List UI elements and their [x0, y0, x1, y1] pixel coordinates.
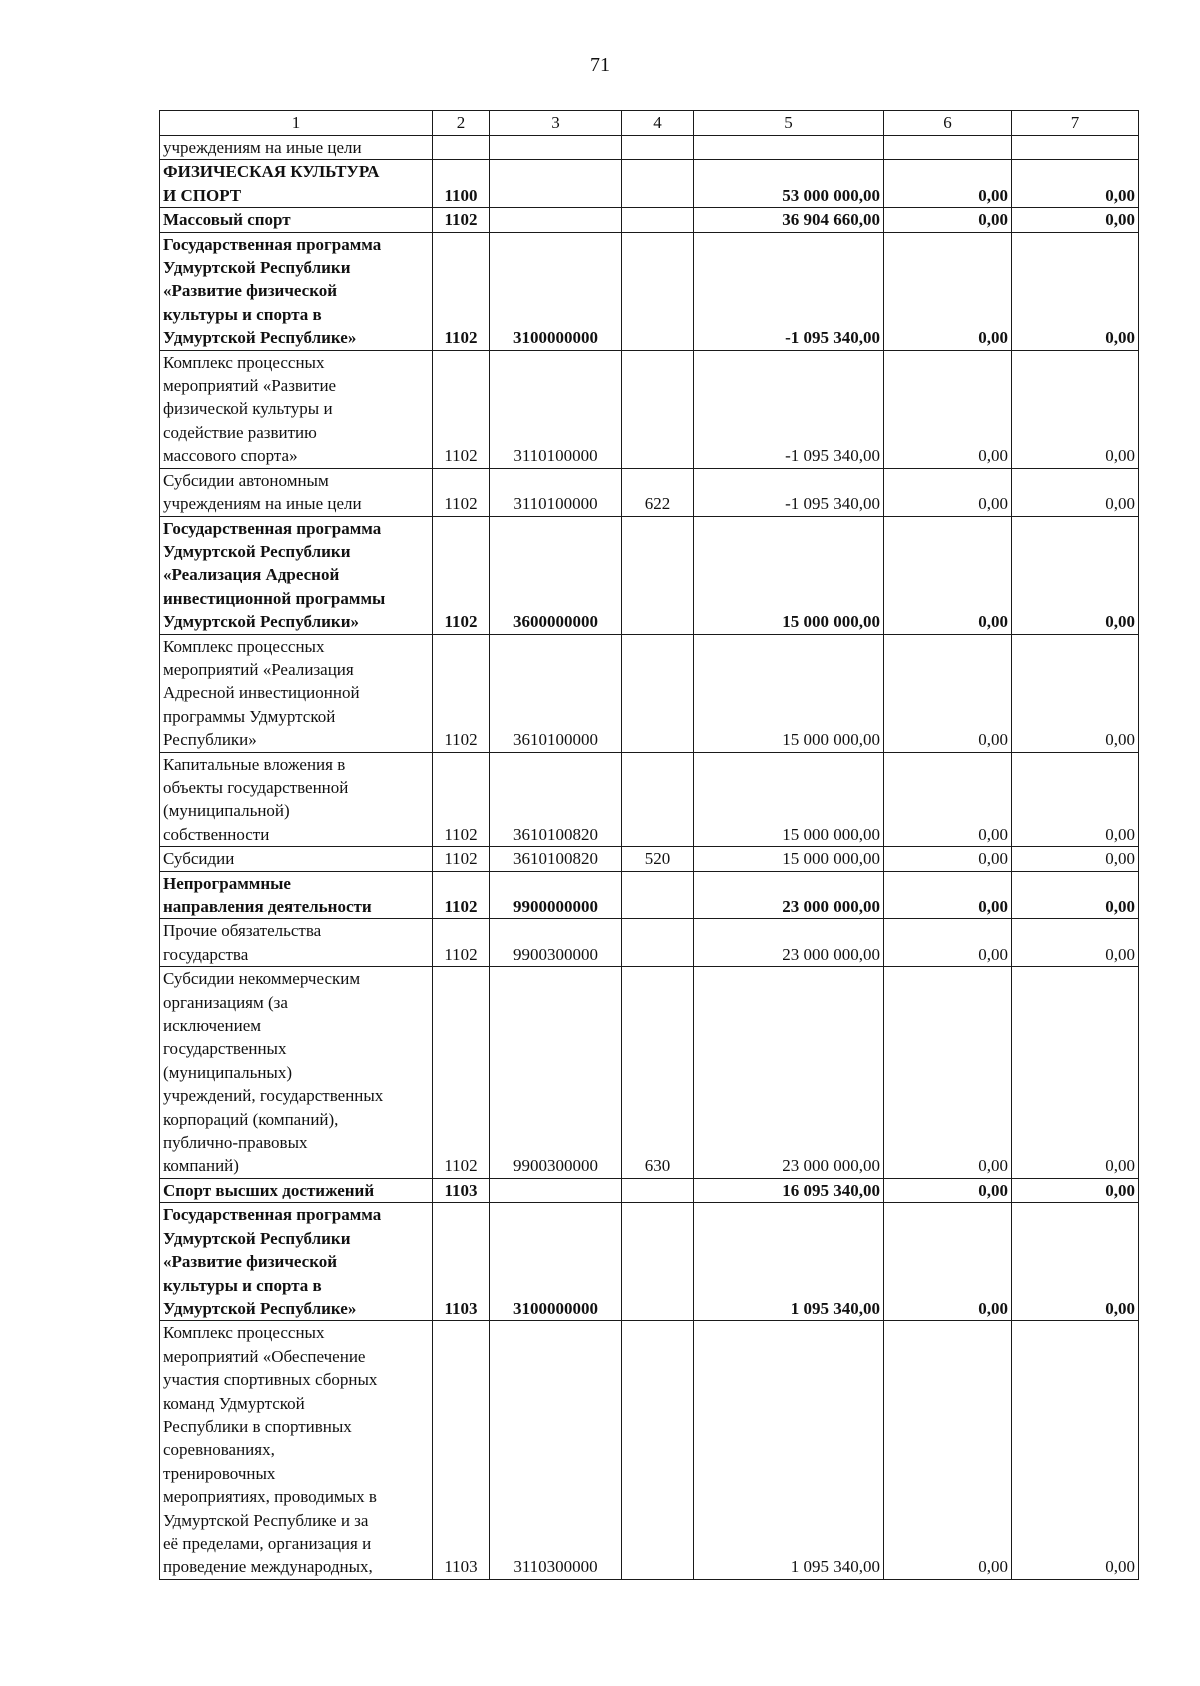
table-body — [160, 136, 1139, 1580]
header-col-5: 5 — [694, 111, 884, 136]
amount-col-6: 0,00 — [884, 967, 1012, 1179]
row-name-line: Удмуртской Республике» — [163, 1298, 357, 1318]
target-article-code: 3110100000 — [490, 350, 622, 468]
amount-col-5: 53 000 000,00 — [694, 160, 884, 208]
row-name — [160, 516, 433, 634]
table-row — [160, 1178, 1139, 1202]
row-name-line: Удмуртской Республике» — [163, 328, 357, 348]
section-code: 1102 — [433, 208, 490, 232]
expense-type-code — [622, 350, 694, 468]
row-name-line: культуры и спорта в — [163, 1275, 322, 1295]
row-name — [160, 350, 433, 468]
table-row — [160, 919, 1139, 967]
amount-col-5: 23 000 000,00 — [694, 871, 884, 919]
row-name-line: Удмуртской Республике и за — [163, 1510, 369, 1530]
section-code: 1102 — [433, 871, 490, 919]
row-name — [160, 208, 433, 232]
expense-type-code — [622, 160, 694, 208]
row-name-line: (муниципальных) — [163, 1062, 293, 1082]
row-name-line: Комплекс процессных — [163, 636, 325, 656]
row-name-line: Субсидии некоммерческим — [163, 969, 361, 989]
row-name — [160, 468, 433, 516]
amount-col-6: 0,00 — [884, 208, 1012, 232]
row-name-line: учреждениям на иные цели — [163, 138, 362, 157]
target-article-code: 9900300000 — [490, 967, 622, 1179]
row-name-line: направления деятельности — [163, 897, 372, 916]
table-row — [160, 232, 1139, 350]
expense-type-code — [622, 752, 694, 847]
row-name-line: учреждениям на иные цели — [163, 494, 362, 514]
amount-col-5: 15 000 000,00 — [694, 752, 884, 847]
row-name-line: корпораций (компаний), — [163, 1109, 339, 1129]
amount-col-5: 1 095 340,00 — [694, 1203, 884, 1321]
expense-type-code — [622, 871, 694, 919]
row-name — [160, 1203, 433, 1321]
amount-col-5: -1 095 340,00 — [694, 468, 884, 516]
amount-col-6: 0,00 — [884, 752, 1012, 847]
row-name-line: Прочие обязательства — [163, 921, 322, 941]
table-row — [160, 468, 1139, 516]
amount-col-5: -1 095 340,00 — [694, 350, 884, 468]
amount-col-6: 0,00 — [884, 350, 1012, 468]
row-name-line: «Развитие физической — [163, 281, 338, 301]
expense-type-code — [622, 208, 694, 232]
section-code: 1102 — [433, 752, 490, 847]
section-code: 1103 — [433, 1203, 490, 1321]
row-name-line: «Реализация Адресной — [163, 565, 340, 585]
amount-col-6: 0,00 — [884, 516, 1012, 634]
table-row — [160, 160, 1139, 208]
amount-col-5: 15 000 000,00 — [694, 847, 884, 871]
row-name-line: команд Удмуртской — [163, 1393, 305, 1413]
amount-col-6: 0,00 — [884, 847, 1012, 871]
row-name — [160, 1321, 433, 1579]
target-article-code: 3100000000 — [490, 232, 622, 350]
row-name-line: Спорт высших достижений — [163, 1180, 375, 1200]
row-name-line: «Развитие физической — [163, 1252, 338, 1272]
target-article-code — [490, 1178, 622, 1202]
row-name-line: ФИЗИЧЕСКАЯ КУЛЬТУРА — [163, 162, 380, 182]
row-name — [160, 871, 433, 919]
page-number: 71 — [590, 54, 610, 76]
row-name — [160, 1178, 433, 1202]
target-article-code — [490, 208, 622, 232]
row-name-line: Республики» — [163, 730, 257, 750]
amount-col-7: 0,00 — [1012, 1203, 1139, 1321]
amount-col-6: 0,00 — [884, 232, 1012, 350]
row-name-line: участия спортивных сборных — [163, 1370, 378, 1390]
target-article-code: 3110300000 — [490, 1321, 622, 1579]
target-article-code — [490, 160, 622, 208]
amount-col-5: -1 095 340,00 — [694, 232, 884, 350]
amount-col-5: 23 000 000,00 — [694, 967, 884, 1179]
amount-col-5: 15 000 000,00 — [694, 516, 884, 634]
row-name-line: Комплекс процессных — [163, 352, 325, 372]
amount-col-7: 0,00 — [1012, 1321, 1139, 1579]
amount-col-5: 1 095 340,00 — [694, 1321, 884, 1579]
amount-col-7 — [1012, 136, 1139, 160]
target-article-code: 3600000000 — [490, 516, 622, 634]
table-row — [160, 847, 1139, 871]
header-col-3: 3 — [490, 111, 622, 136]
row-name-line: организациям (за — [163, 992, 288, 1012]
amount-col-7: 0,00 — [1012, 967, 1139, 1179]
amount-col-5: 23 000 000,00 — [694, 919, 884, 967]
row-name-line: Государственная программа — [163, 1205, 382, 1225]
amount-col-7: 0,00 — [1012, 1178, 1139, 1202]
amount-col-6 — [884, 136, 1012, 160]
budget-table — [159, 110, 1139, 1580]
row-name — [160, 847, 433, 871]
header-col-4: 4 — [622, 111, 694, 136]
expense-type-code: 520 — [622, 847, 694, 871]
amount-col-7: 0,00 — [1012, 232, 1139, 350]
amount-col-7: 0,00 — [1012, 468, 1139, 516]
row-name-line: Массовый спорт — [163, 210, 291, 230]
row-name-line: Субсидии автономным — [163, 470, 329, 490]
table-row — [160, 1203, 1139, 1321]
row-name-line: исключением — [163, 1016, 262, 1036]
section-code: 1102 — [433, 232, 490, 350]
amount-col-7: 0,00 — [1012, 208, 1139, 232]
amount-col-6: 0,00 — [884, 160, 1012, 208]
amount-col-5: 36 904 660,00 — [694, 208, 884, 232]
table-row — [160, 634, 1139, 752]
amount-col-6: 0,00 — [884, 919, 1012, 967]
header-col-6: 6 — [884, 111, 1012, 136]
row-name-line: Удмуртской Республики — [163, 1228, 351, 1248]
row-name — [160, 752, 433, 847]
row-name-line: публично-правовых — [163, 1133, 308, 1153]
row-name-line: Удмуртской Республики» — [163, 612, 359, 632]
amount-col-7: 0,00 — [1012, 160, 1139, 208]
row-name-line: её пределами, организация и — [163, 1533, 372, 1553]
table-row — [160, 1321, 1139, 1579]
header-col-7: 7 — [1012, 111, 1139, 136]
amount-col-7: 0,00 — [1012, 516, 1139, 634]
target-article-code: 3100000000 — [490, 1203, 622, 1321]
row-name — [160, 919, 433, 967]
row-name-line: объекты государственной — [163, 777, 349, 797]
target-article-code: 3610100820 — [490, 847, 622, 871]
section-code: 1102 — [433, 468, 490, 516]
expense-type-code — [622, 634, 694, 752]
row-name-line: И СПОРТ — [163, 185, 242, 205]
amount-col-7: 0,00 — [1012, 847, 1139, 871]
row-name — [160, 967, 433, 1179]
section-code: 1103 — [433, 1178, 490, 1202]
table-row — [160, 871, 1139, 919]
target-article-code: 9900000000 — [490, 871, 622, 919]
amount-col-5 — [694, 136, 884, 160]
header-col-1: 1 — [160, 111, 433, 136]
expense-type-code: 630 — [622, 967, 694, 1179]
table-row — [160, 752, 1139, 847]
amount-col-5: 15 000 000,00 — [694, 634, 884, 752]
row-name — [160, 634, 433, 752]
row-name-line: содействие развитию — [163, 422, 317, 442]
row-name-line: Удмуртской Республики — [163, 541, 351, 561]
target-article-code: 3610100000 — [490, 634, 622, 752]
target-article-code — [490, 136, 622, 160]
amount-col-6: 0,00 — [884, 871, 1012, 919]
row-name-line: Адресной инвестиционной — [163, 683, 360, 703]
row-name — [160, 160, 433, 208]
expense-type-code — [622, 516, 694, 634]
expense-type-code — [622, 1203, 694, 1321]
amount-col-7: 0,00 — [1012, 871, 1139, 919]
row-name-line: Комплекс процессных — [163, 1323, 325, 1343]
row-name-line: Республики в спортивных — [163, 1416, 352, 1436]
expense-type-code: 622 — [622, 468, 694, 516]
row-name-line: соревнованиях, — [163, 1440, 275, 1460]
table-row — [160, 208, 1139, 232]
row-name-line: учреждений, государственных — [163, 1086, 384, 1106]
section-code: 1102 — [433, 634, 490, 752]
amount-col-6: 0,00 — [884, 1178, 1012, 1202]
table-header — [160, 111, 1139, 136]
row-name-line: государственных — [163, 1039, 287, 1059]
row-name — [160, 136, 433, 160]
row-name-line: Капитальные вложения в — [163, 754, 346, 774]
row-name-line: Государственная программа — [163, 518, 382, 538]
row-name-line: мероприятий «Развитие — [163, 376, 337, 396]
table-row — [160, 350, 1139, 468]
section-code: 1102 — [433, 350, 490, 468]
row-name-line: инвестиционной программы — [163, 588, 386, 608]
section-code: 1100 — [433, 160, 490, 208]
row-name — [160, 232, 433, 350]
expense-type-code — [622, 919, 694, 967]
target-article-code: 9900300000 — [490, 919, 622, 967]
row-name-line: Непрограммные — [163, 873, 291, 893]
row-name-line: государства — [163, 944, 249, 964]
table-row — [160, 136, 1139, 160]
amount-col-7: 0,00 — [1012, 350, 1139, 468]
row-name-line: тренировочных — [163, 1463, 276, 1483]
table-row — [160, 967, 1139, 1179]
header-col-2: 2 — [433, 111, 490, 136]
expense-type-code — [622, 1321, 694, 1579]
amount-col-7: 0,00 — [1012, 752, 1139, 847]
table-row — [160, 516, 1139, 634]
amount-col-7: 0,00 — [1012, 919, 1139, 967]
section-code: 1102 — [433, 919, 490, 967]
amount-col-6: 0,00 — [884, 468, 1012, 516]
row-name-line: массового спорта» — [163, 446, 298, 466]
expense-type-code — [622, 232, 694, 350]
amount-col-6: 0,00 — [884, 634, 1012, 752]
row-name-line: Субсидии — [163, 849, 235, 869]
section-code: 1103 — [433, 1321, 490, 1579]
amount-col-6: 0,00 — [884, 1203, 1012, 1321]
row-name-line: программы Удмуртской — [163, 706, 336, 726]
amount-col-7: 0,00 — [1012, 634, 1139, 752]
section-code — [433, 136, 490, 160]
expense-type-code — [622, 136, 694, 160]
row-name-line: физической культуры и — [163, 399, 333, 419]
row-name-line: мероприятиях, проводимых в — [163, 1487, 377, 1507]
section-code: 1102 — [433, 967, 490, 1179]
row-name-line: мероприятий «Реализация — [163, 659, 354, 679]
header-row — [160, 111, 1139, 136]
target-article-code: 3110100000 — [490, 468, 622, 516]
row-name-line: собственности — [163, 824, 270, 844]
target-article-code: 3610100820 — [490, 752, 622, 847]
row-name-line: мероприятий «Обеспечение — [163, 1346, 366, 1366]
row-name-line: Удмуртской Республики — [163, 258, 351, 278]
row-name-line: проведение международных, — [163, 1557, 373, 1577]
section-code: 1102 — [433, 847, 490, 871]
row-name-line: (муниципальной) — [163, 801, 290, 821]
amount-col-6: 0,00 — [884, 1321, 1012, 1579]
row-name-line: Государственная программа — [163, 234, 382, 254]
section-code: 1102 — [433, 516, 490, 634]
amount-col-5: 16 095 340,00 — [694, 1178, 884, 1202]
row-name-line: культуры и спорта в — [163, 304, 322, 324]
expense-type-code — [622, 1178, 694, 1202]
row-name-line: компаний) — [163, 1156, 239, 1176]
